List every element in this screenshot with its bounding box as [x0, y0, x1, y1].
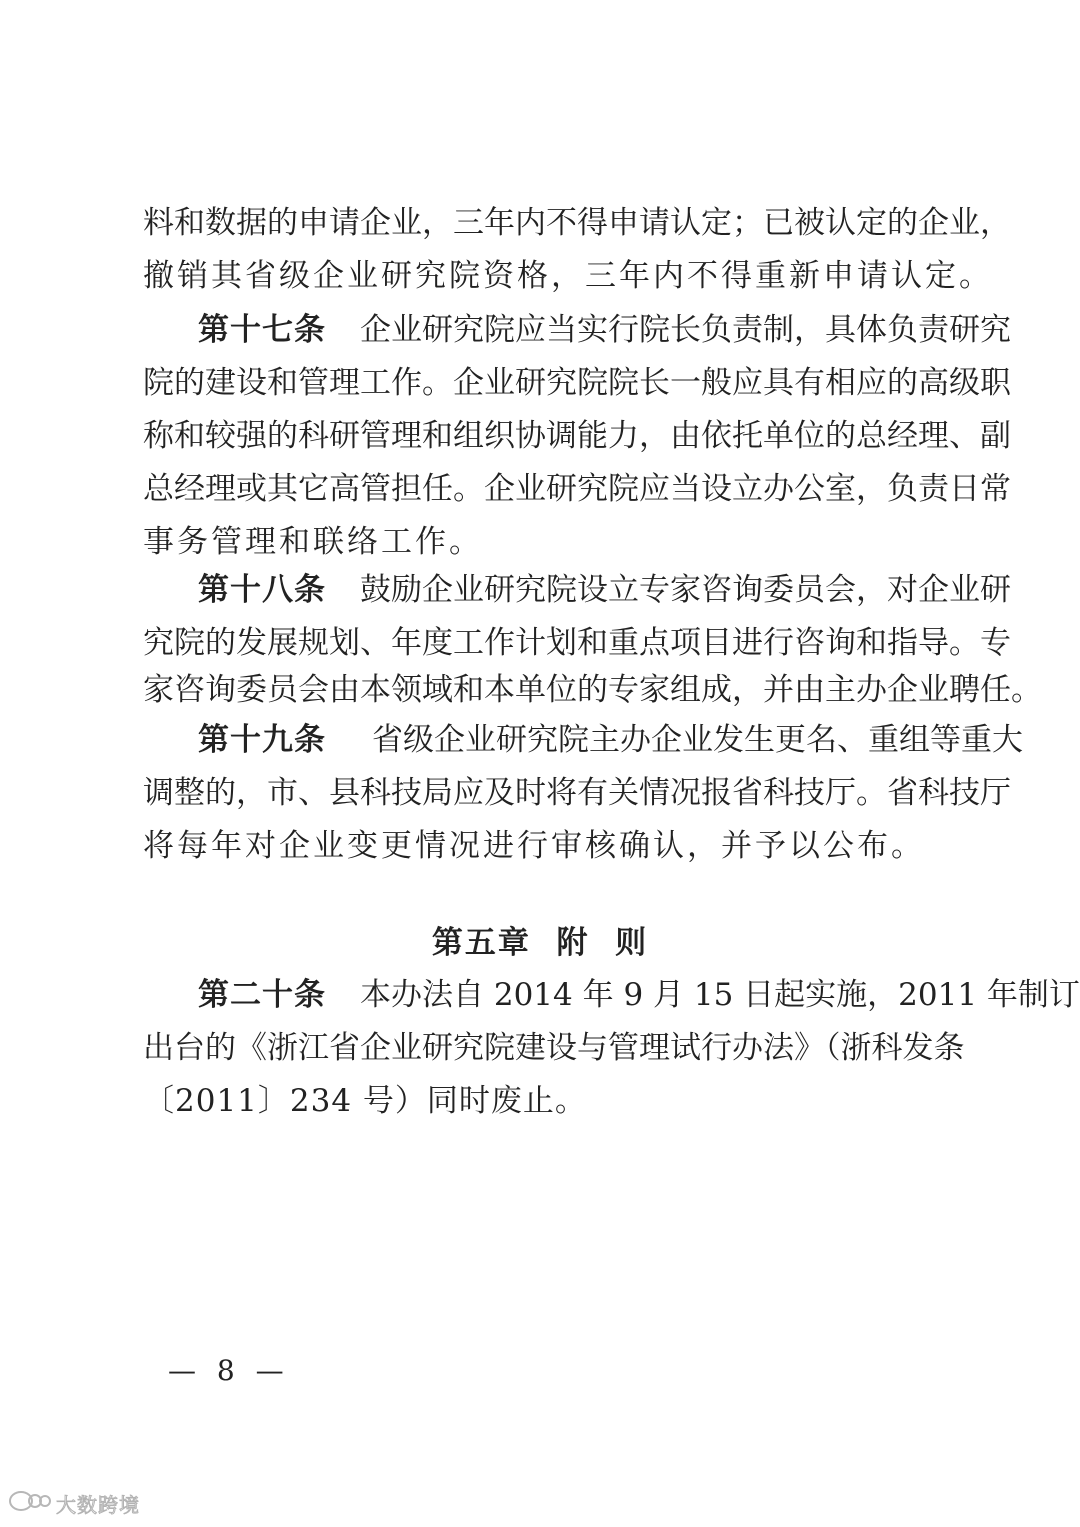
paragraph-line: 〔2011〕234 号）同时废止。 [143, 1083, 587, 1119]
paragraph-line: 出台的《浙江省企业研究院建设与管理试行办法》（浙科发条 [143, 1030, 965, 1066]
watermark [8, 1488, 140, 1518]
article-text: 企业研究院应当实行院长负责制，具体负责研究 [360, 312, 1011, 348]
paragraph-line: 将每年对企业变更情况进行审核确认，并予以公布。 [143, 828, 925, 864]
article-18-first-line [198, 570, 1011, 610]
paragraph-line: 总经理或其它高管担任。企业研究院应当设立办公室，负责日常 [143, 471, 1011, 507]
paragraph-line: 撤销其省级企业研究院资格，三年内不得重新申请认定。 [143, 258, 993, 294]
article-text: 鼓励企业研究院设立专家咨询委员会，对企业研 [360, 572, 1011, 608]
article-17-first-line [198, 310, 1011, 350]
article-20-first-line [198, 975, 1080, 1015]
article-label: 第十七条 [198, 312, 326, 348]
paragraph-line: 调整的，市、县科技局应及时将有关情况报省科技厅。省科技厅 [143, 775, 1011, 811]
paragraph-line: 料和数据的申请企业，三年内不得申请认定；已被认定的企业， [143, 205, 1011, 241]
page-number: — 8 — [168, 1354, 290, 1387]
paragraph-line: 称和较强的科研管理和组织协调能力，由依托单位的总经理、副 [143, 418, 1011, 454]
article-label: 第二十条 [198, 977, 326, 1013]
paragraph-line: 究院的发展规划、年度工作计划和重点项目进行咨询和指导。专 [143, 625, 1011, 661]
chapter-title: 第五章 附 则 [431, 925, 649, 961]
logo-icon [8, 1488, 52, 1518]
watermark-text: 大数跨境 [56, 1492, 140, 1517]
paragraph-line: 事务管理和联络工作。 [143, 524, 483, 560]
article-label: 第十八条 [198, 572, 326, 608]
paragraph-line: 院的建设和管理工作。企业研究院院长一般应具有相应的高级职 [143, 365, 1011, 401]
article-19-first-line [198, 720, 1023, 760]
article-text: 省级企业研究院主办企业发生更名、重组等重大 [372, 722, 1023, 758]
article-label: 第十九条 [198, 722, 326, 758]
paragraph-line: 家咨询委员会由本领域和本单位的专家组成，并由主办企业聘任。 [143, 672, 1042, 708]
article-text: 本办法自 2014 年 9 月 15 日起实施，2011 年制订 [360, 977, 1080, 1013]
